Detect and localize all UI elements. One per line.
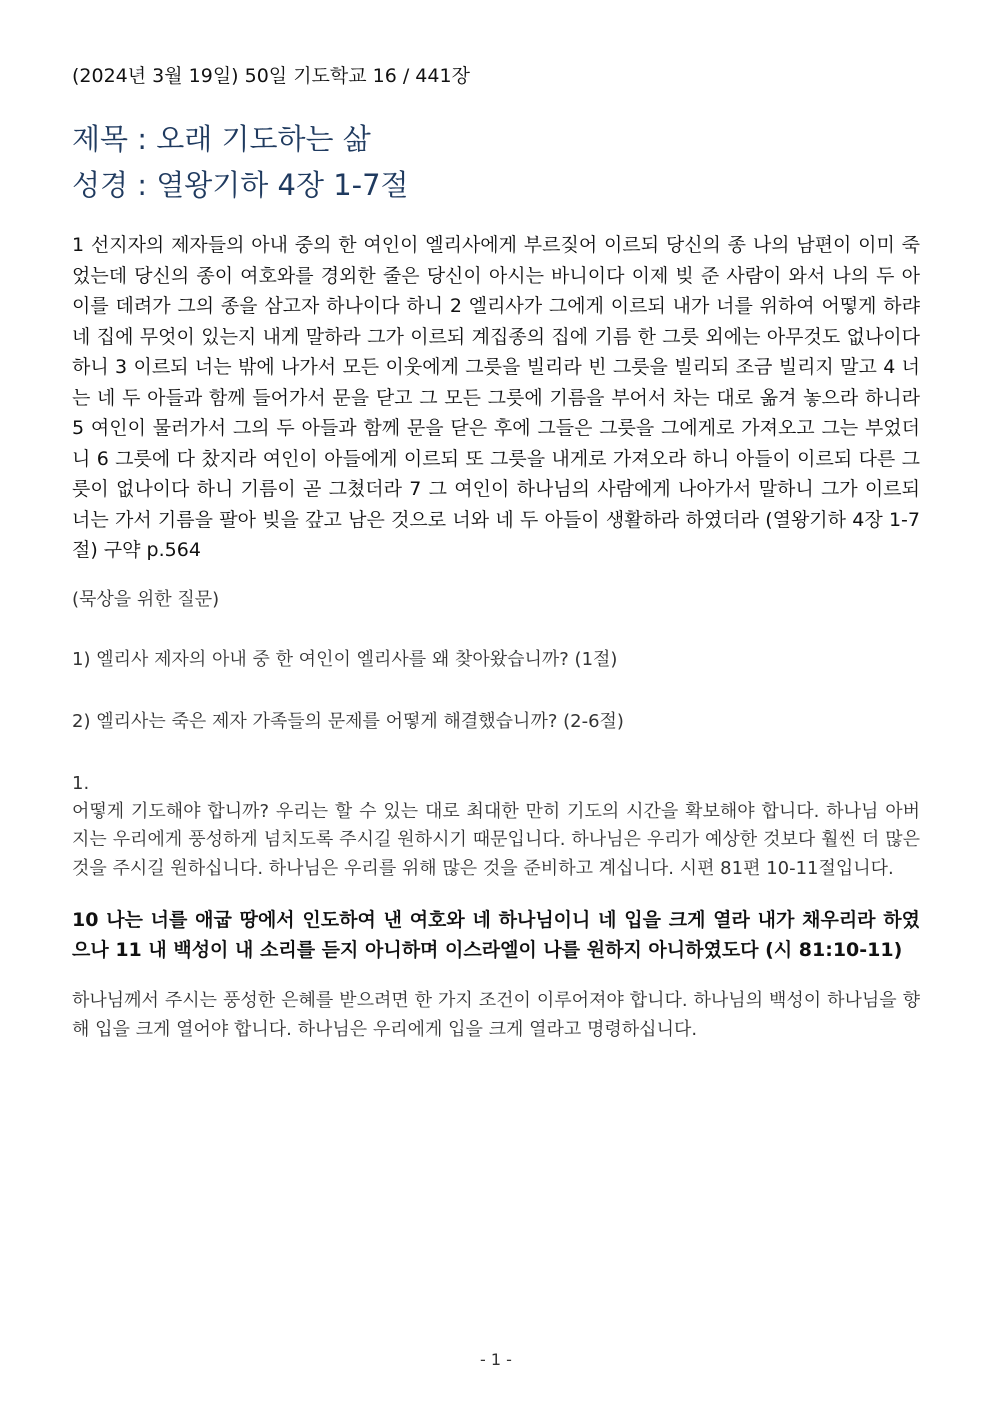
psalm-quote: 10 나는 너를 애굽 땅에서 인도하여 낸 여호와 네 하나님이니 네 입을 크게 열라 내가 채우리라 하였으나 11 내 백성이 내 소리를 듣지 아니하며 이스라엘이 나를 원하지 아니하였도다 (시 81:10-11) — [72, 909, 920, 962]
section-number: 1. — [72, 772, 90, 794]
scripture-passage: 1 선지자의 제자들의 아내 중의 한 여인이 엘리사에게 부르짖어 이르되 당신의 종 나의 남편이 이미 죽었는데 당신의 종이 여호와를 경외한 줄은 당신이 아시는 바니이다 이제 빚 준 사람이 와서 나의 두 아이를 데려가 그의 종을 삼고자 하나이다 하니 2 엘리사가 그에게 이르되 내가 너를 위하여 어떻게 하랴 네 집에 무엇이 있는지 내게 말하라 그가 이르되 계집종의 집에 기름 한 그릇 외에는 아무것도 없나이다 하니 3 이르되 너는 밖에 나가서 모든 이웃에게 그릇을 빌리라 빈 그릇을 빌리되 조금 빌리지 말고 4 너는 네 두 아들과 함께 들어가서 문을 닫고 그 모든 그릇에 기름을 부어서 차는 대로 옮겨 놓으라 하니라 5 여인이 물러가서 그의 두 아들과 함께 문을 닫은 후에 그들은 그릇을 그에게로 가져오고 그는 부었더니 6 그릇에 다 찼지라 여인이 아들에게 이르되 또 그릇을 내게로 가져오라 하니 아들이 이르되 다른 그릇이 없나이다 하니 기름이 곧 그쳤더라 7 그 여인이 하나님의 사람에게 나아가서 말하니 그가 이르되 너는 가서 기름을 팔아 빚을 갚고 남은 것으로 너와 네 두 아들이 생활하라 하였더라 (열왕기하 4장 1-7절) 구약 p.564 — [72, 234, 920, 561]
date-header: (2024년 3월 19일) 50일 기도학교 16 / 441장 — [72, 65, 470, 87]
section-paragraph-2: 하나님께서 주시는 풍성한 은혜를 받으려면 한 가지 조건이 이루어져야 합니다. 하나님의 백성이 하나님을 향해 입을 크게 열어야 합니다. 하나님은 우리에게 입을 크게 열라고 명령하십니다. — [72, 990, 920, 1040]
meditation-question-2: 2) 엘리사는 죽은 제자 가족들의 문제를 어떻게 해결했습니까? (2-6절) — [72, 710, 624, 732]
meditation-question-1: 1) 엘리사 제자의 아내 중 한 여인이 엘리사를 왜 찾아왔습니까? (1절) — [72, 648, 618, 670]
sermon-title: 제목 : 오래 기도하는 삶 — [72, 122, 371, 156]
scripture-reference: 성경 : 열왕기하 4장 1-7절 — [72, 168, 409, 202]
page-number: - 1 - — [480, 1350, 512, 1369]
section-paragraph-1: 어떻게 기도해야 합니까? 우리는 할 수 있는 대로 최대한 만히 기도의 시간을 확보해야 합니다. 하나님 아버지는 우리에게 풍성하게 넘치도록 주시길 원하시기 때문입니다. 하나님은 우리가 예상한 것보다 훨씬 더 많은 것을 주시길 원하십니다. 하나님은 우리를 위해 많은 것을 준비하고 계십니다. 시편 81편 10-11절입니다. — [72, 800, 920, 879]
title-block — [72, 116, 920, 208]
meditation-heading: (묵상을 위한 질문) — [72, 588, 220, 610]
document-page — [72, 62, 920, 1066]
